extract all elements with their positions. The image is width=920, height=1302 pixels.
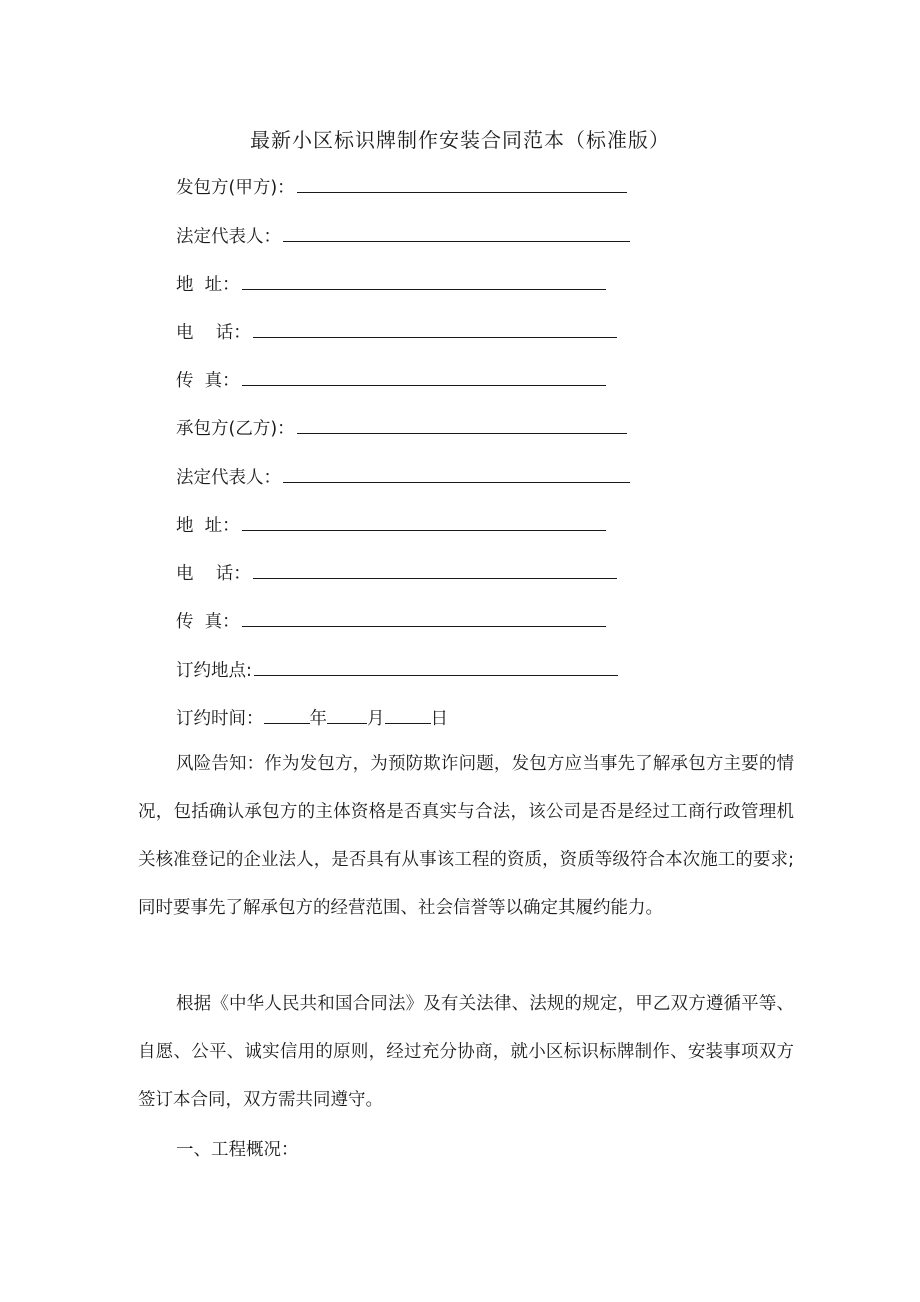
day-blank[interactable] [385,703,431,724]
field-label: 承包方(乙方)： [176,419,295,439]
party-a-fax-blank[interactable] [242,365,606,386]
day-label: 日 [430,709,448,729]
party-a-phone-blank[interactable] [253,317,617,338]
contract-basis-paragraph: 根据《中华人民共和国合同法》及有关法律、法规的规定，甲乙双方遵循平等、自愿、公平、诚实信用的原则，经过充分协商，就小区标识标牌制作、安装事项双方签订本合同，双方需共同遵守。 [138,994,794,1110]
signing-date-field [176,703,448,732]
month-label: 月 [367,709,385,729]
party-b-representative-field [176,462,630,491]
party-b-fax-blank[interactable] [242,606,606,627]
field-label: 传 真： [176,612,240,632]
signing-place-blank[interactable] [254,655,618,676]
party-a-field [176,172,627,201]
risk-notice-paragraph: 风险告知：作为发包方，为预防欺诈问题，发包方应当事先了解承包方主要的情况，包括确认承包方的主体资格是否真实与合法，该公司是否是经过工商行政管理机关核准登记的企业法人，是否具有从事该工程的资质，资质等级符合本次施工的要求;同时要事先了解承包方的经营范围、社会信誉等以确定其履约能力。 [138,754,794,918]
party-a-representative-field [176,221,630,250]
party-a-address-field [176,269,606,298]
field-label: 订约地点: [176,661,252,681]
party-a-phone-field [176,317,617,346]
section-heading: 一、工程概况： [176,1140,299,1160]
year-label: 年 [309,709,327,729]
field-label: 地 址： [176,275,240,295]
year-blank[interactable] [264,703,310,724]
party-a-address-blank[interactable] [242,269,606,290]
field-label: 订约时间： [176,709,264,729]
party-b-blank[interactable] [297,413,627,434]
party-b-address-field [176,510,606,539]
field-label: 法定代表人： [176,227,281,247]
field-label: 法定代表人： [176,468,281,488]
document-title: 最新小区标识牌制作安装合同范本（标准版） [250,128,670,152]
field-label: 电 话： [176,564,251,584]
month-blank[interactable] [327,703,367,724]
party-b-address-blank[interactable] [242,510,606,531]
party-b-phone-field [176,558,617,587]
party-a-blank[interactable] [297,172,627,193]
party-b-phone-blank[interactable] [253,558,617,579]
field-label: 传 真： [176,371,240,391]
party-b-representative-blank[interactable] [283,462,630,483]
party-b-fax-field [176,606,606,635]
party-a-fax-field [176,365,606,394]
field-label: 地 址： [176,516,240,536]
signing-place-field [176,655,618,684]
party-a-representative-blank[interactable] [283,221,630,242]
field-label: 发包方(甲方)： [176,178,295,198]
field-label: 电 话： [176,323,251,343]
party-b-field [176,413,627,442]
